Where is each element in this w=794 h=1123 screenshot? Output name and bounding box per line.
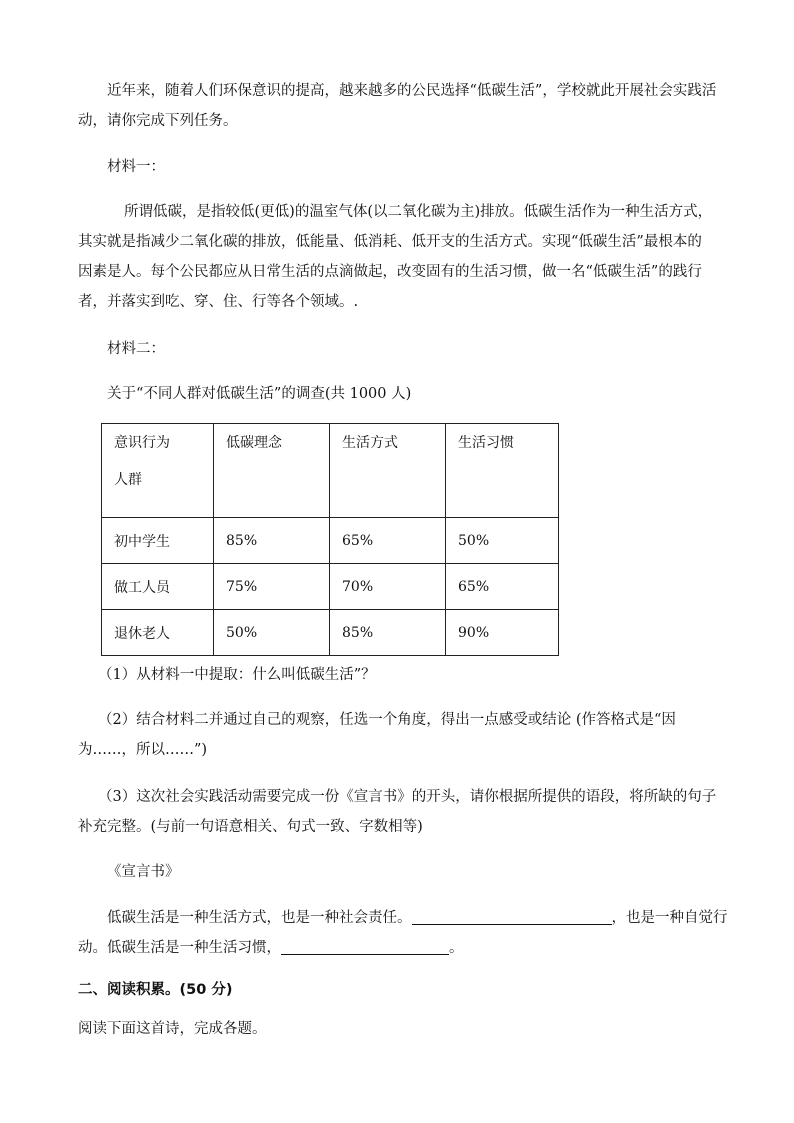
material-1-title: 材料一： — [107, 159, 165, 175]
material-1-line-4: 者，并落实到吃、穿、住、行等各个领域。. — [78, 294, 359, 310]
section-2-instruction: 阅读下面这首诗，完成各题。 — [78, 1021, 267, 1037]
table-group-cell: 初中学生 — [102, 518, 214, 564]
question-3-line-2: 补充完整。(与前一句语意相关、句式一致、字数相等) — [78, 819, 423, 835]
table-cell: 85% — [214, 518, 330, 564]
table-cell: 65% — [330, 518, 446, 564]
table-cell: 65% — [446, 564, 559, 610]
intro-line-1: 近年来，随着人们环保意识的提高，越来越多的公民选择“低碳生活”，学校就此开展社会实践活 — [107, 83, 717, 99]
material-1-line-3: 因素是人。每个公民都应从日常生活的点滴做起，改变固有的生活习惯，做一名“低碳生活”的践行 — [78, 264, 702, 280]
declaration-line-1 — [78, 903, 728, 933]
table-group-cell: 做工人员 — [102, 564, 214, 610]
table-header-cell: 生活习惯 — [446, 424, 559, 518]
material-2-title: 材料二： — [107, 341, 165, 357]
question-2-line-1: （2）结合材料二并通过自己的观察，任选一个角度，得出一点感受或结论 (作答格式是“因 — [98, 712, 676, 728]
declaration-text-2b: 。 — [449, 940, 464, 956]
survey-table — [101, 423, 559, 656]
survey-caption: 关于“不同人群对低碳生活”的调查(共 1000 人) — [107, 386, 412, 402]
table-header-cell: 生活方式 — [330, 424, 446, 518]
question-2-line-2: 为……，所以……”) — [78, 742, 208, 758]
table-group-cell: 退休老人 — [102, 610, 214, 656]
table-corner-cell — [102, 424, 214, 518]
declaration-text-1a: 低碳生活是一种生活方式，也是一种社会责任。 — [107, 910, 412, 926]
table-row — [102, 518, 559, 564]
table-cell: 50% — [446, 518, 559, 564]
corner-bottom-label: 人群 — [114, 472, 142, 488]
declaration-text-1b: ，也是一种自觉行 — [611, 910, 728, 926]
table-cell: 75% — [214, 564, 330, 610]
question-1: （1）从材料一中提取：什么叫低碳生活”？ — [98, 667, 376, 683]
table-cell: 70% — [330, 564, 446, 610]
corner-top-label: 意识行为 — [114, 435, 170, 451]
question-3-line-1: （3）这次社会实践活动需要完成一份《宣言书》的开头，请你根据所提供的语段，将所缺的句子 — [98, 789, 717, 805]
table-cell: 50% — [214, 610, 330, 656]
table-header-row — [102, 424, 559, 518]
intro-line-2: 动，请你完成下列任务。 — [78, 113, 238, 129]
answer-blank-1[interactable] — [412, 906, 612, 925]
declaration-text-2a: 动。低碳生活是一种生活习惯， — [78, 940, 281, 956]
table-cell: 85% — [330, 610, 446, 656]
table-row — [102, 564, 559, 610]
section-2-heading: 二、阅读积累。(50 分) — [78, 982, 233, 998]
declaration-line-2 — [78, 933, 728, 963]
table-row — [102, 610, 559, 656]
answer-blank-2[interactable] — [281, 936, 449, 955]
table-header-cell: 低碳理念 — [214, 424, 330, 518]
table-cell: 90% — [446, 610, 559, 656]
material-1-line-2: 其实就是指减少二氧化碳的排放，低能量、低消耗、低开支的生活方式。实现“低碳生活”最根本的 — [78, 234, 702, 250]
material-1-line-1: 所谓低碳，是指较低(更低)的温室气体(以二氧化碳为主)排放。低碳生活作为一种生活方式， — [124, 204, 713, 220]
declaration-title: 《宣言书》 — [107, 864, 180, 880]
